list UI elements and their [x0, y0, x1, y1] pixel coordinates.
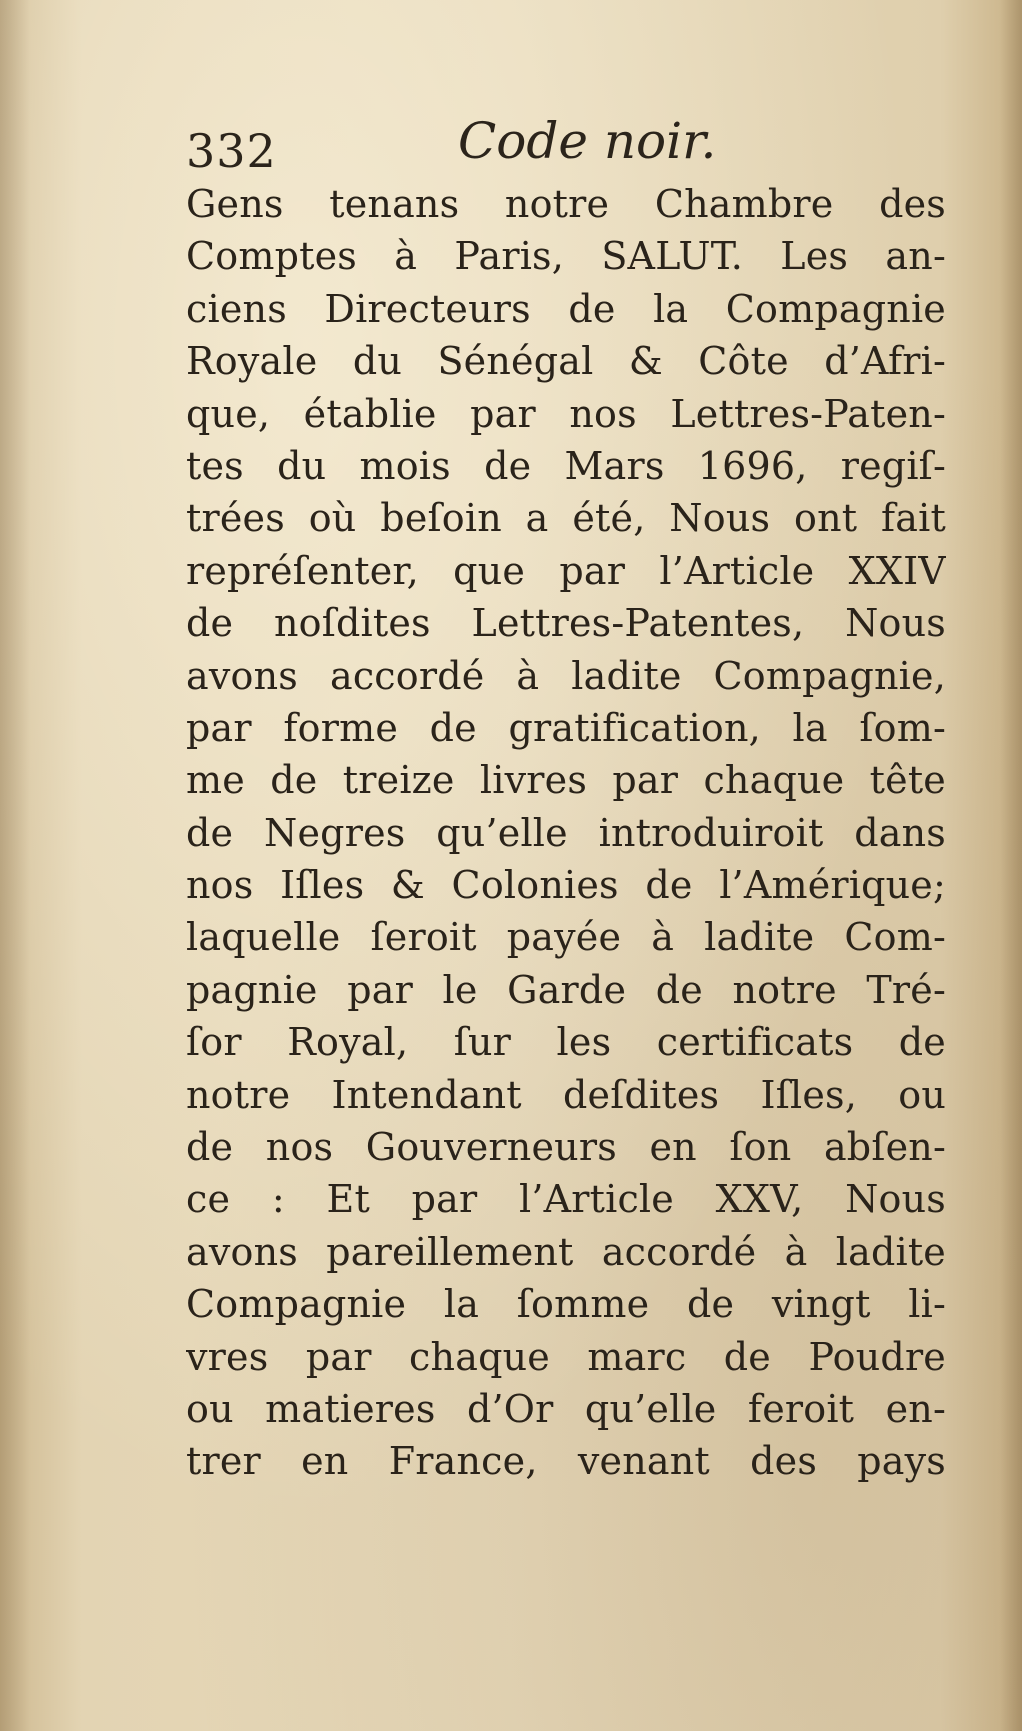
text-line: Gens tenans notre Chambre des	[186, 182, 946, 226]
text-line: laquelle ſeroit payée à ladite Com-	[186, 915, 946, 960]
text-line: de nos Gouverneurs en ſon abſen-	[186, 1125, 946, 1170]
text-line: repréſenter, que par l’Article XXIV	[186, 548, 946, 593]
text-line: ciens Directeurs de la Compagnie	[186, 286, 946, 331]
text-line: vres par chaque marc de Poudre	[186, 1334, 946, 1379]
text-line: ſor Royal, ſur les certificats de	[186, 1020, 946, 1065]
text-line: Compagnie la ſomme de vingt li-	[186, 1282, 946, 1327]
text-line: pagnie par le Garde de notre Tré-	[186, 967, 946, 1012]
text-line: Royale du Sénégal & Côte d’Afri-	[186, 339, 946, 384]
page-edge-shadow	[1000, 0, 1022, 1731]
text-line: tes du mois de Mars 1696, regiſ-	[186, 443, 946, 488]
text-line: avons pareillement accordé à ladite	[186, 1229, 946, 1274]
running-head	[186, 112, 946, 182]
text-line: trer en France, venant des pays	[186, 1439, 946, 1484]
text-line: ce : Et par l’Article XXV, Nous	[186, 1177, 946, 1222]
text-line: Comptes à Paris, SALUT. Les an-	[186, 234, 946, 279]
text-line: de Negres qu’elle introduiroit dans	[186, 810, 946, 855]
text-line: de noſdites Lettres-Patentes, Nous	[186, 601, 946, 646]
text-line: trées où beſoin a été, Nous ont fait	[186, 496, 946, 541]
body-text	[186, 178, 946, 1488]
text-line: avons accordé à ladite Compagnie,	[186, 653, 946, 698]
page-number: 332	[186, 124, 277, 178]
text-line: nos Iſles & Colonies de l’Amérique;	[186, 863, 946, 908]
text-line: que, établie par nos Lettres-Paten-	[186, 391, 946, 436]
running-title: Code noir.	[458, 112, 717, 170]
text-line: me de treize livres par chaque tête	[186, 758, 946, 803]
text-line: ou matieres d’Or qu’elle feroit en-	[186, 1386, 946, 1431]
page-gutter-shadow	[0, 0, 30, 1731]
text-line: notre Intendant deſdites Iſles, ou	[186, 1072, 946, 1117]
text-line: par forme de gratification, la ſom-	[186, 705, 946, 750]
